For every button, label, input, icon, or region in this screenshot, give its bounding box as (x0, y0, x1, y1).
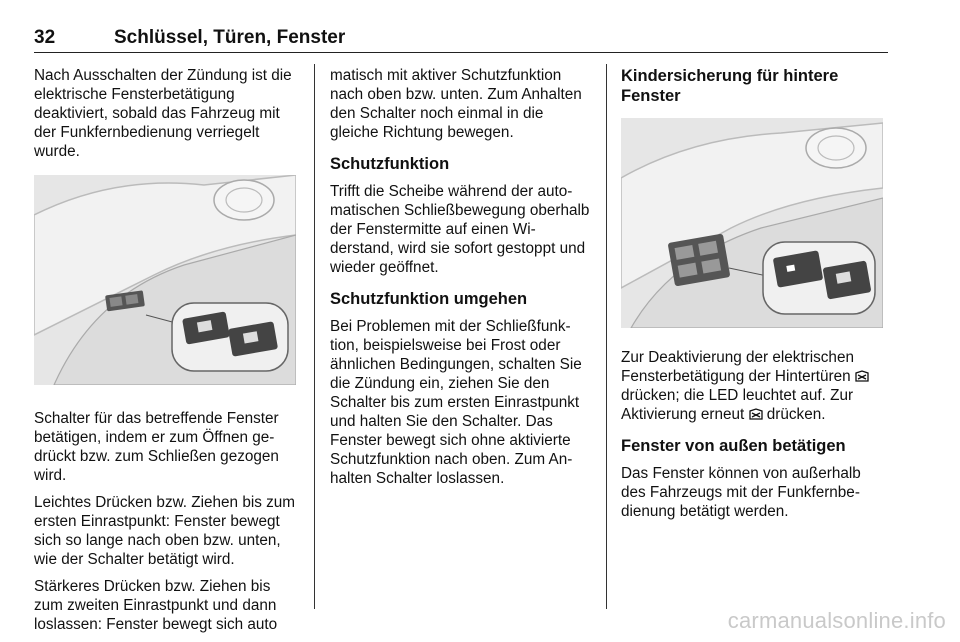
paragraph: Schalter für das betreffende Fenster betätigen, indem er zum Öffnen gedrückt bzw. zum Schließen gezogen wird. (34, 410, 279, 484)
column-divider (606, 64, 607, 609)
page-title: Schlüssel, Türen, Fenster (114, 27, 346, 48)
section-heading: Fenster von außen betätigen (621, 437, 846, 455)
text-span: Zur Deaktivierung der elektrischen Fensterbetätigung der Hintertüren (621, 349, 855, 385)
column-2 (330, 66, 592, 496)
paragraph: Leichtes Drücken bzw. Ziehen bis zum ersten Einrastpunkt: Fenster bewegt sich so lange nach oben bzw. unten, wie der Schalter betätigt wird. (34, 494, 296, 568)
paragraph: Stärkeres Drücken bzw. Ziehen bis zum zweiten Einrastpunkt und dann loslassen: Fenster bewegt sich auto (34, 578, 278, 633)
paragraph: matisch mit aktiver Schutzfunktion nach oben bzw. unten. Zum Anhalten den Schalter noch einmal in die gleiche Richtung bewegen. (330, 67, 582, 141)
paragraph: Trifft die Scheibe während der automatischen Schließbewegung oberhalb der Fenstermitte auf einen Widerstand, wird sie sofort gestoppt und wieder geöffnet. (330, 183, 590, 276)
child-lock-window-icon (855, 368, 869, 380)
paragraph (621, 348, 889, 424)
section-heading: Schutzfunktion umgehen (330, 290, 528, 308)
paragraph: Nach Ausschalten der Zündung ist die elektrische Fensterbetätigung deaktiviert, sobald das Fahrzeug mit der Funkfernbedienung verriegelt wurde. (34, 67, 292, 160)
section-heading: Schutzfunktion (330, 155, 450, 173)
column-1 (34, 66, 302, 642)
section-heading: Kindersicherung für hintere Fenster (621, 67, 839, 105)
column-divider (314, 64, 315, 609)
text-span: drücken. (762, 406, 826, 423)
child-lock-drawing (621, 118, 883, 328)
watermark: carmanualsonline.info (727, 608, 946, 633)
page-header (34, 27, 888, 53)
child-lock-illustration (621, 118, 883, 328)
door-switch-illustration (34, 175, 296, 385)
column-3 (621, 66, 889, 529)
door-switch-drawing (34, 175, 296, 385)
paragraph: Das Fenster können von außerhalb des Fahrzeugs mit der Funkfernbedienung betätigt werden. (621, 465, 861, 520)
child-lock-window-icon (749, 406, 763, 418)
text-span: drücken; die LED leuchtet auf. Zur Aktivierung erneut (621, 387, 854, 423)
page-number: 32 (34, 27, 56, 48)
paragraph: Bei Problemen mit der Schließfunktion, beispielsweise bei Frost oder ähnlichen Bedingungen, schalten Sie die Zündung ein, ziehen Sie den Schalter bis zum ersten Einrastpunkt und halten Sie den Schalter. Das Fenster bewegt sich ohne aktivierte Schutzfunktion nach oben. Zum Anhalten Schalter loslassen. (330, 318, 582, 487)
